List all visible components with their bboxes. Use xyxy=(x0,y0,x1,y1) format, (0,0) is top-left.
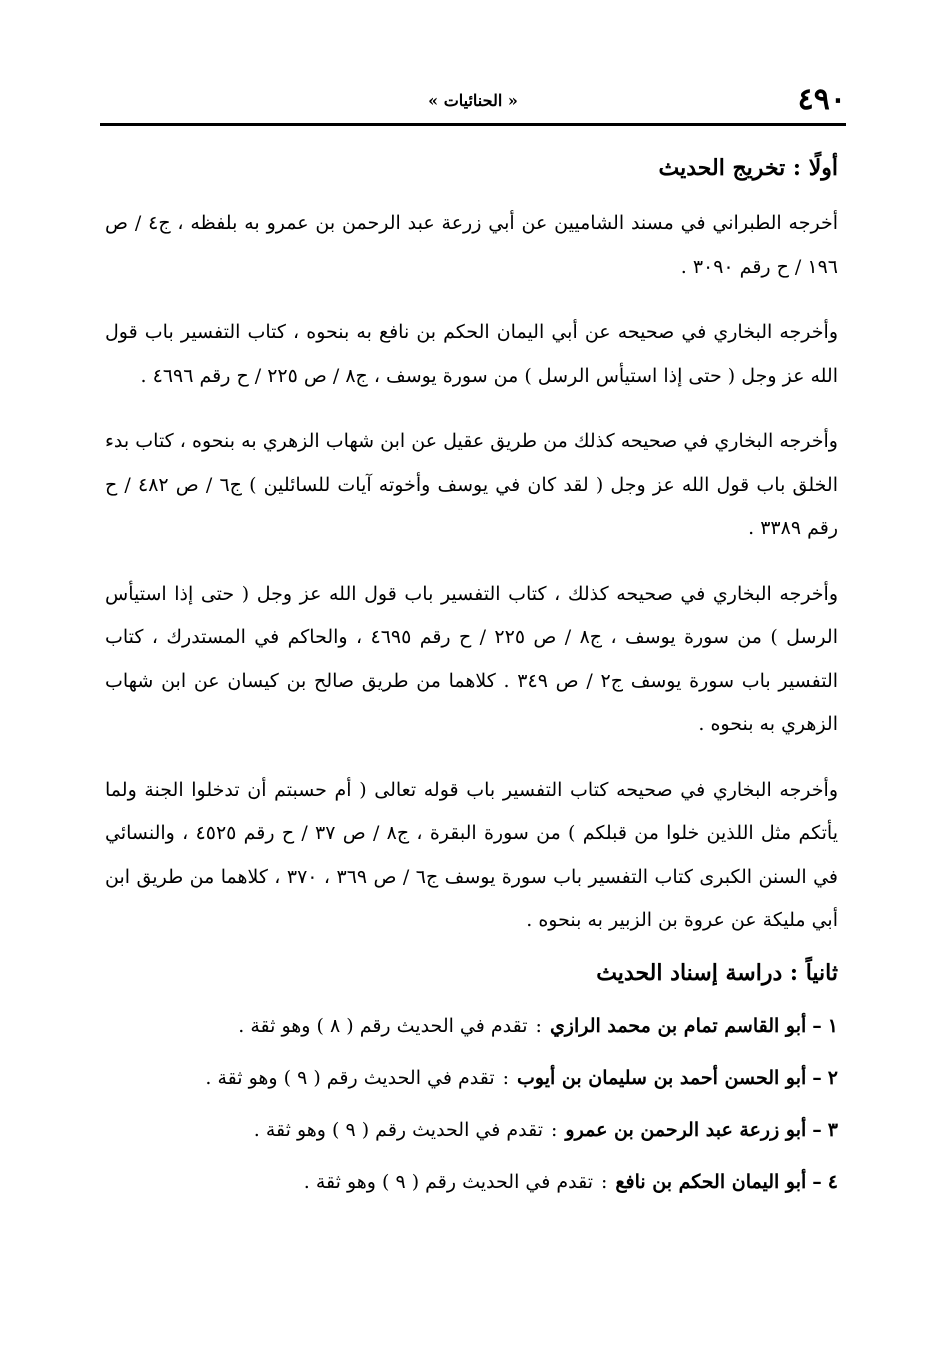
colon-separator: : xyxy=(535,1014,542,1037)
narrator-number: ٣ xyxy=(827,1118,838,1141)
narrator-note: تقدم في الحديث رقم ( ٩ ) وهو ثقة . xyxy=(303,1170,593,1193)
narrator-note: تقدم في الحديث رقم ( ٩ ) وهو ثقة . xyxy=(253,1118,544,1141)
narrator-item xyxy=(105,1161,838,1203)
dash-separator: – xyxy=(812,1170,822,1193)
narrator-item xyxy=(105,1057,838,1099)
colon-separator: : xyxy=(551,1118,558,1141)
paragraph-4: وأخرجه البخاري في صحيحه كذلك ، كتاب التفسير باب قول الله عز وجل ( حتى إذا استيأس الرسل ) من سورة يوسف ، ج٨ / ص ٢٢٥ / ح رقم ٤٦٩٥ ، والحاكم في المستدرك ، كتاب التفسير باب سورة يوسف ج٢ / ص ٣٤٩ . كلاهما من طريق صالح بن كيسان عن ابن شهاب الزهري به بنحوه . xyxy=(105,582,839,735)
narrator-name: أبو القاسم تمام بن محمد الرازي xyxy=(549,1014,807,1037)
narrator-note: تقدم في الحديث رقم ( ٩ ) وهو ثقة . xyxy=(205,1066,495,1089)
narrator-item xyxy=(105,1109,838,1151)
narrator-name: أبو زرعة عبد الرحمن بن عمرو xyxy=(565,1118,807,1141)
narrator-number: ١ xyxy=(827,1014,838,1037)
narrator-name: أبو اليمان الحكم بن نافع xyxy=(615,1170,807,1193)
dash-separator: – xyxy=(812,1118,822,1141)
page-body xyxy=(105,146,838,1213)
running-title: « الحنائيات » xyxy=(428,91,518,110)
narrator-note: تقدم في الحديث رقم ( ٨ ) وهو ثقة . xyxy=(238,1014,528,1037)
paragraph-2: وأخرجه البخاري في صحيحه عن أبي اليمان الحكم بن نافع به بنحوه ، كتاب التفسير باب قول الله عز وجل ( حتى إذا استيأس الرسل ) من سورة يوسف ، ج٨ / ص ٢٢٥ / ح رقم ٤٦٩٦ . xyxy=(105,321,838,387)
paragraph-1: أخرجه الطبراني في مسند الشاميين عن أبي زرعة عبد الرحمن بن عمرو به بلفظه ، ج٤ / ص ١٩٦ / ح رقم ٣٠٩٠ . xyxy=(105,212,838,278)
section-heading-isnad: ثانياً : دراسة إسناد الحديث xyxy=(596,959,838,986)
narrator-number: ٤ xyxy=(827,1170,838,1193)
paragraph-3: وأخرجه البخاري في صحيحه كذلك من طريق عقيل عن ابن شهاب الزهري به بنحوه ، كتاب بدء الخلق باب قول الله عز وجل ( لقد كان في يوسف وأخوته آيات للسائلين ) ج٦ / ص ٤٨٢ / ح رقم ٣٣٨٩ . xyxy=(105,430,838,539)
narrator-number: ٢ xyxy=(827,1066,838,1089)
narrator-name: أبو الحسن أحمد بن سليمان بن أيوب xyxy=(517,1066,807,1089)
page-header xyxy=(100,80,846,124)
colon-separator: : xyxy=(601,1170,608,1193)
narrator-item xyxy=(105,1005,838,1047)
dash-separator: – xyxy=(812,1066,822,1089)
dash-separator: – xyxy=(812,1014,822,1037)
section-heading-takhrij: أولًا : تخريج الحديث xyxy=(658,155,838,181)
paragraph-5: وأخرجه البخاري في صحيحه كتاب التفسير باب قوله تعالى ( أم حسبتم أن تدخلوا الجنة ولما يأتكم مثل اللذين خلوا من قبلكم ) من سورة البقرة ، ج٨ / ص ٣٧ / ح رقم ٤٥٢٥ ، والنسائي في السنن الكبرى كتاب التفسير باب سورة يوسف ج٦ / ص ٣٦٩ ، ٣٧٠ ، كلاهما من طريق ابن أبي مليكة عن عروة بن الزبير به بنحوه . xyxy=(105,778,838,931)
header-rule xyxy=(100,123,846,126)
page-number: ٤٩٠ xyxy=(797,82,846,117)
colon-separator: : xyxy=(502,1066,510,1089)
